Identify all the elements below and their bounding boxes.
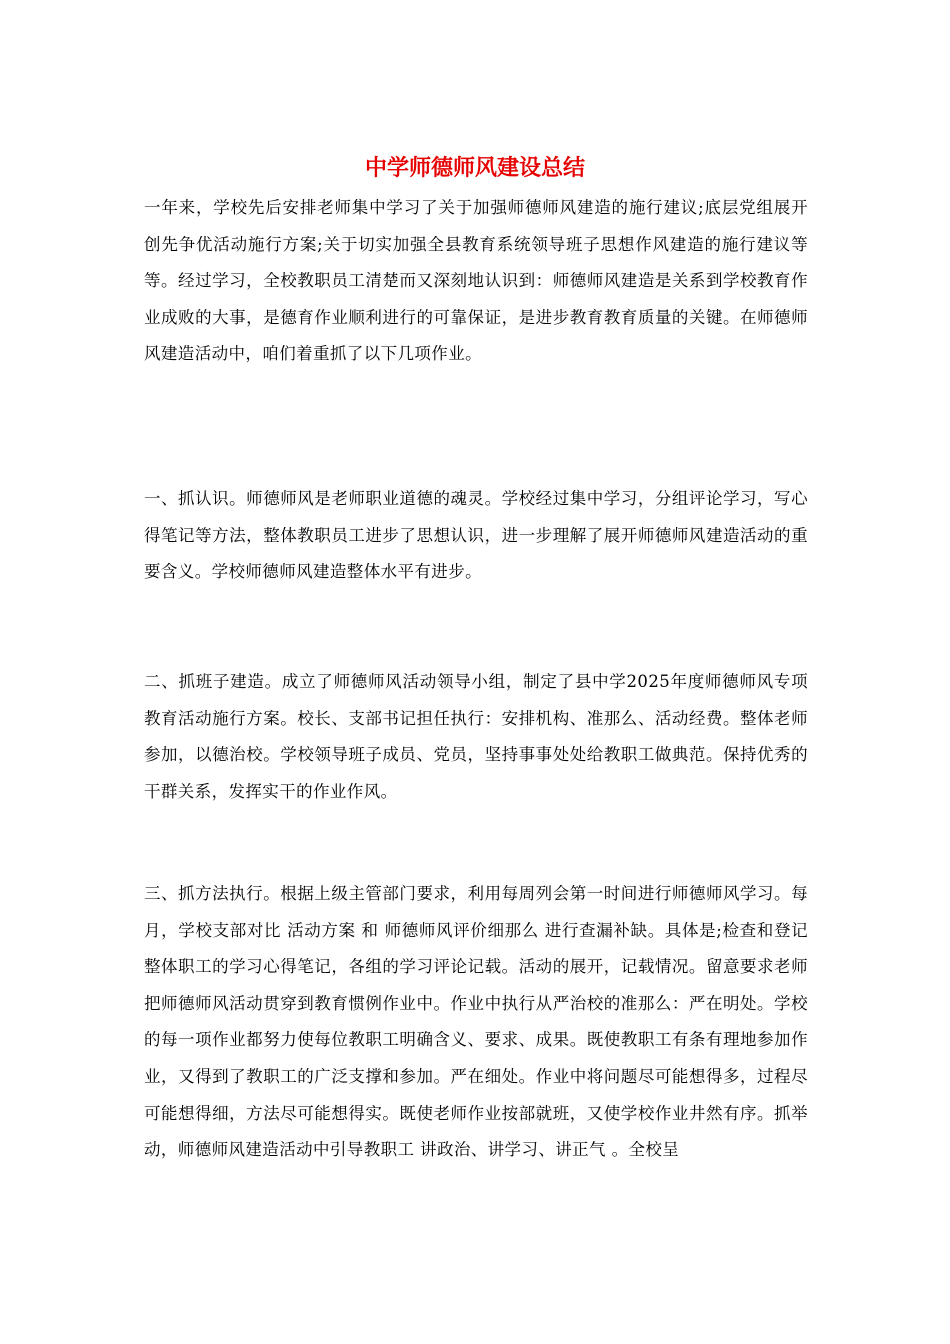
paragraph-intro: 一年来，学校先后安排老师集中学习了关于加强师德师风建造的施行建议;底层党组展开创先争优活动施行方案;关于切实加强全县教育系统领导班子思想作风建造的施行建议等等。经过学习，全校教职员工清楚而又深刻地认识到：师德师风建造是关系到学校教育作业成败的大事，是德育作业顺利进行的可靠保证，是进步教育教育质量的关键。在师德师风建造活动中，咱们着重抓了以下几项作业。	[144, 198, 808, 364]
document-title: 中学师德师风建设总结	[364, 155, 585, 181]
paragraph-section-2: 二、抓班子建造。成立了师德师风活动领导小组，制定了县中学2025年度师德师风专项教育活动施行方案。校长、支部书记担任执行：安排机构、准那么、活动经费。整体老师参加，以德治校。学校领导班子成员、党员，坚持事事处处给教职工做典范。保持优秀的干群关系，发挥实干的作业作风。	[144, 672, 808, 801]
paragraph-section-1: 一、抓认识。师德师风是老师职业道德的魂灵。学校经过集中学习，分组评论学习，写心得笔记等方法，整体教职员工进步了思想认识，进一步理解了展开师德师风建造活动的重要含义。学校师德师风建造整体水平有进步。	[144, 489, 808, 582]
paragraph-section-3: 三、抓方法执行。根据上级主管部门要求，利用每周列会第一时间进行师德师风学习。每月，学校支部对比 活动方案 和 师德师风评价细那么 进行查漏补缺。具体是;检查和登记整体职工的学习心得笔记，各组的学习评论记载。活动的展开，记载情况。留意要求老师把师德师风活动贯穿到教育惯例作业中。作业中执行从严治校的准那么：严在明处。学校的每一项作业都努力使每位教职工明确含义、要求、成果。既使教职工有条有理地参加作业，又得到了教职工的广泛支撑和参加。严在细处。作业中将问题尽可能想得多，过程尽可能想得细，方法尽可能想得实。既使老师作业按部就班，又使学校作业井然有序。抓举动，师德师风建造活动中引导教职工 讲政治、讲学习、讲正气 。全校呈	[144, 884, 808, 1160]
